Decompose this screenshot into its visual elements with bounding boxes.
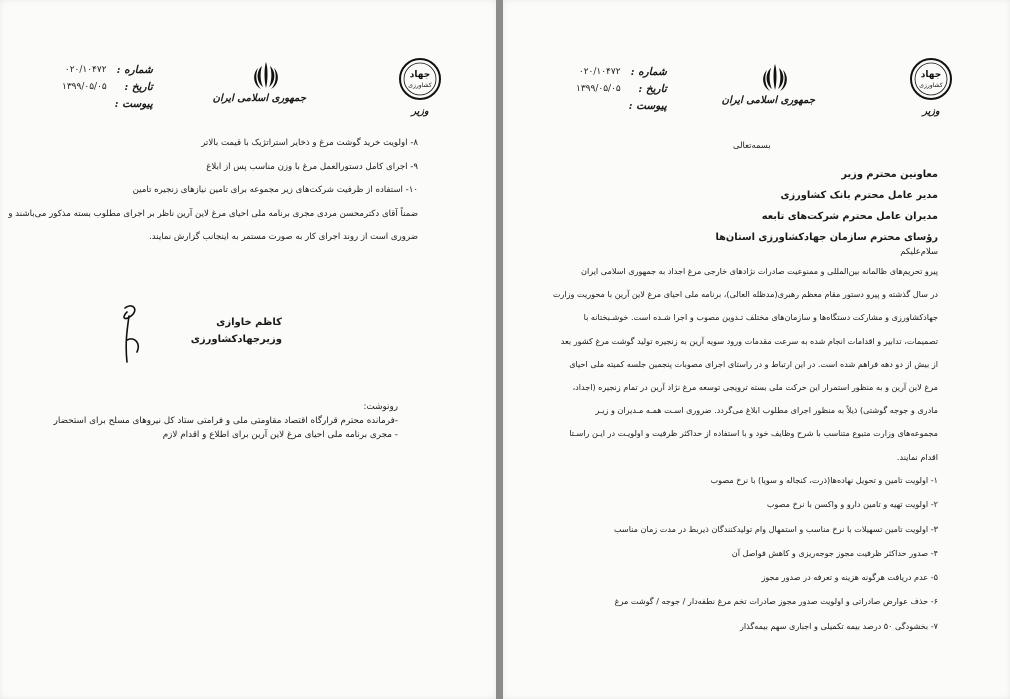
iran-emblem-icon	[760, 62, 790, 94]
ministry-logo-icon	[908, 56, 954, 102]
list-item: ۸- اولویت خرید گوشت مرغ و ذخایر استراتژیک با قیمت بالاتر	[201, 138, 418, 148]
letter-page-1	[503, 0, 1010, 699]
logo-word-jahad: جهاد	[409, 70, 431, 80]
date-label: تاریخ :	[638, 83, 667, 95]
addressee: مدیران عامل محترم شرکت‌های تابعه	[761, 211, 938, 222]
body-line: تصمیمات، تدابیر و اقدامات انجام شده به سرعت مقدمات ورود سویه آرین به زنجیره تولید گوشت مرغ کشور بعد	[560, 335, 938, 346]
signature-block	[191, 314, 282, 348]
greeting: سلام‌علیکم	[900, 246, 938, 256]
iran-emblem	[212, 60, 306, 104]
cc-title: رونوشت:	[363, 402, 398, 412]
body-line: مادری و جوجه گوشتی) ذیلاً به منظور اجرای مطلوب ابلاغ می‌گردد. ضروری اسـت همـه مـدیران و زیـر	[595, 405, 938, 416]
date-value: ۱۳۹۹/۰۵/۰۵	[62, 82, 107, 92]
list-item: ۴- صدور حداکثر ظرفیت مجوز جوجه‌ریزی و کاهش فواصل آن	[731, 547, 938, 558]
body-text	[553, 260, 938, 469]
list-item: ۵- عدم دریافت هرگونه هزینه و تعرفه در صدور مجوز	[761, 572, 938, 583]
logo-word-keshavarzi: کشاورزی	[408, 82, 432, 89]
invocation: بسمه‌تعالی	[733, 140, 771, 150]
iran-emblem	[721, 62, 815, 106]
addressee: معاونین محترم وزیر	[841, 169, 938, 180]
list-item: ۲- اولویت تهیه و تامین دارو و واکسن با نرخ مصوب	[766, 499, 938, 510]
date-value: ۱۳۹۹/۰۵/۰۵	[576, 84, 621, 94]
ministry-logo	[394, 56, 446, 117]
attachment-label: پیوست :	[628, 100, 667, 112]
addressee: مدیر عامل محترم بانک کشاورزی	[780, 190, 938, 201]
date-label: تاریخ :	[124, 81, 153, 93]
ministry-logo-icon	[397, 56, 443, 102]
cc-block	[54, 400, 398, 442]
closing-line: ضروری است از روند اجرای کار به صورت مستمر به اینجانب گزارش نمایند.	[148, 232, 418, 242]
signer-title: وزیرجهادکشاورزی	[190, 334, 282, 345]
list-item: ۳- اولویت تامین تسهیلات با نرخ مناسب و استمهال وام تولیدکنندگان ذیربط در مدت زمان مناسب	[613, 523, 938, 534]
body-line: پیرو تحریم‌های ظالمانه بین‌المللی و ممنوعیت صادرات نژادهای خارجی مرغ اجداد به جمهوری اسلامی ایران	[581, 266, 938, 276]
cc-item: - مجری برنامه ملی احیای مرغ لاین آرین برای اطلاع و اقدام لازم	[162, 430, 398, 440]
body-line: در سال گذشته و پیرو دستور مقام معظم رهبری(مدظله العالی)، برنامه ملی احیای مرغ لاین آرین با محوریت وزارت	[552, 289, 938, 300]
body-line: مرغ لاین آرین و به منظور استمرار این حرکت ملی بسته ترویجی توسعه مرغ نژاد آرین در تمام زنجیره (اجداد،	[572, 382, 938, 393]
body-line: جهادکشاورزی و مشارکت دستگاه‌ها و سازمان‌های مختلف تـدوین مصوب و اجرا شـده است. خوشـبختانه با	[583, 312, 938, 323]
iran-emblem-icon	[251, 60, 281, 92]
list-item: ۷- بخشودگی ۵۰ درصد بیمه تکمیلی و اجباری سهم بیمه‌گذار	[739, 620, 938, 631]
page-divider	[496, 0, 503, 699]
list-item: ۶- حذف عوارض صادراتی و اولویت صدور مجوز صادرات تخم مرغ نطفه‌دار / جوجه / گوشت مرغ	[614, 596, 938, 607]
ministry-logo	[905, 56, 957, 117]
emblem-caption: جمهوری اسلامی ایران	[721, 95, 815, 106]
body-line: مجموعه‌های وزارت متبوع متناسب با شرح وظایف خود و با استفاده از حداکثر ظرفیت و اولویـت در ایـن راسـتا	[569, 428, 938, 439]
logo-caption: وزیر	[411, 106, 429, 117]
body-line: اقدام نمایند.	[896, 451, 938, 462]
number-label: شماره :	[116, 64, 153, 76]
addressee-list	[715, 164, 938, 248]
addressee: رؤسای محترم سازمان جهادکشاورزی استان‌ها	[715, 232, 938, 243]
list-item: ۹- اجرای کامل دستورالعمل مرغ با وزن مناسب پس از ابلاغ	[206, 161, 418, 172]
cc-item: -فرمانده محترم قرارگاه اقتصاد مقاومتی ملی و فرامتی ستاد کل نیروهای مسلح برای استحضار	[53, 416, 398, 426]
letter-page-2	[0, 0, 496, 699]
body-line: از بیش از دو دهه فراهم شده است. در این ارتباط و در راستای اجرای مصوبات پنجمین جلسه کمیته ملی احیای	[569, 358, 938, 369]
logo-word-jahad: جهاد	[920, 70, 942, 80]
items-list	[614, 468, 938, 638]
number-label: شماره :	[630, 66, 667, 78]
number-value: ۰۲۰/۱۰۴۷۲	[64, 65, 107, 75]
logo-caption: وزیر	[922, 106, 940, 117]
number-value: ۰۲۰/۱۰۴۷۲	[578, 67, 621, 77]
logo-word-keshavarzi: کشاورزی	[919, 82, 943, 89]
emblem-caption: جمهوری اسلامی ایران	[212, 93, 306, 104]
list-item: ۱۰- استفاده از ظرفیت شرکت‌های زیر مجموعه برای تامین نیازهای زنجیره تامین	[132, 185, 418, 195]
letter-meta	[576, 64, 667, 115]
items-list	[8, 132, 418, 250]
signature-mark	[105, 300, 165, 370]
list-item: ۱- اولویت تامین و تحویل نهاده‌ها(ذرت، کنجاله و سویا) با نرخ مصوب	[710, 475, 938, 485]
closing-line: ضمناً آقای دکترمحسن مردی مجری برنامه ملی احیای مرغ لاین آرین ناظر بر اجرای مطلوب بسته مذکور می‌باشند و	[8, 208, 418, 219]
attachment-label: پیوست :	[114, 98, 153, 110]
letter-meta	[62, 62, 153, 113]
signer-name: کاظم خاوازی	[216, 317, 282, 328]
